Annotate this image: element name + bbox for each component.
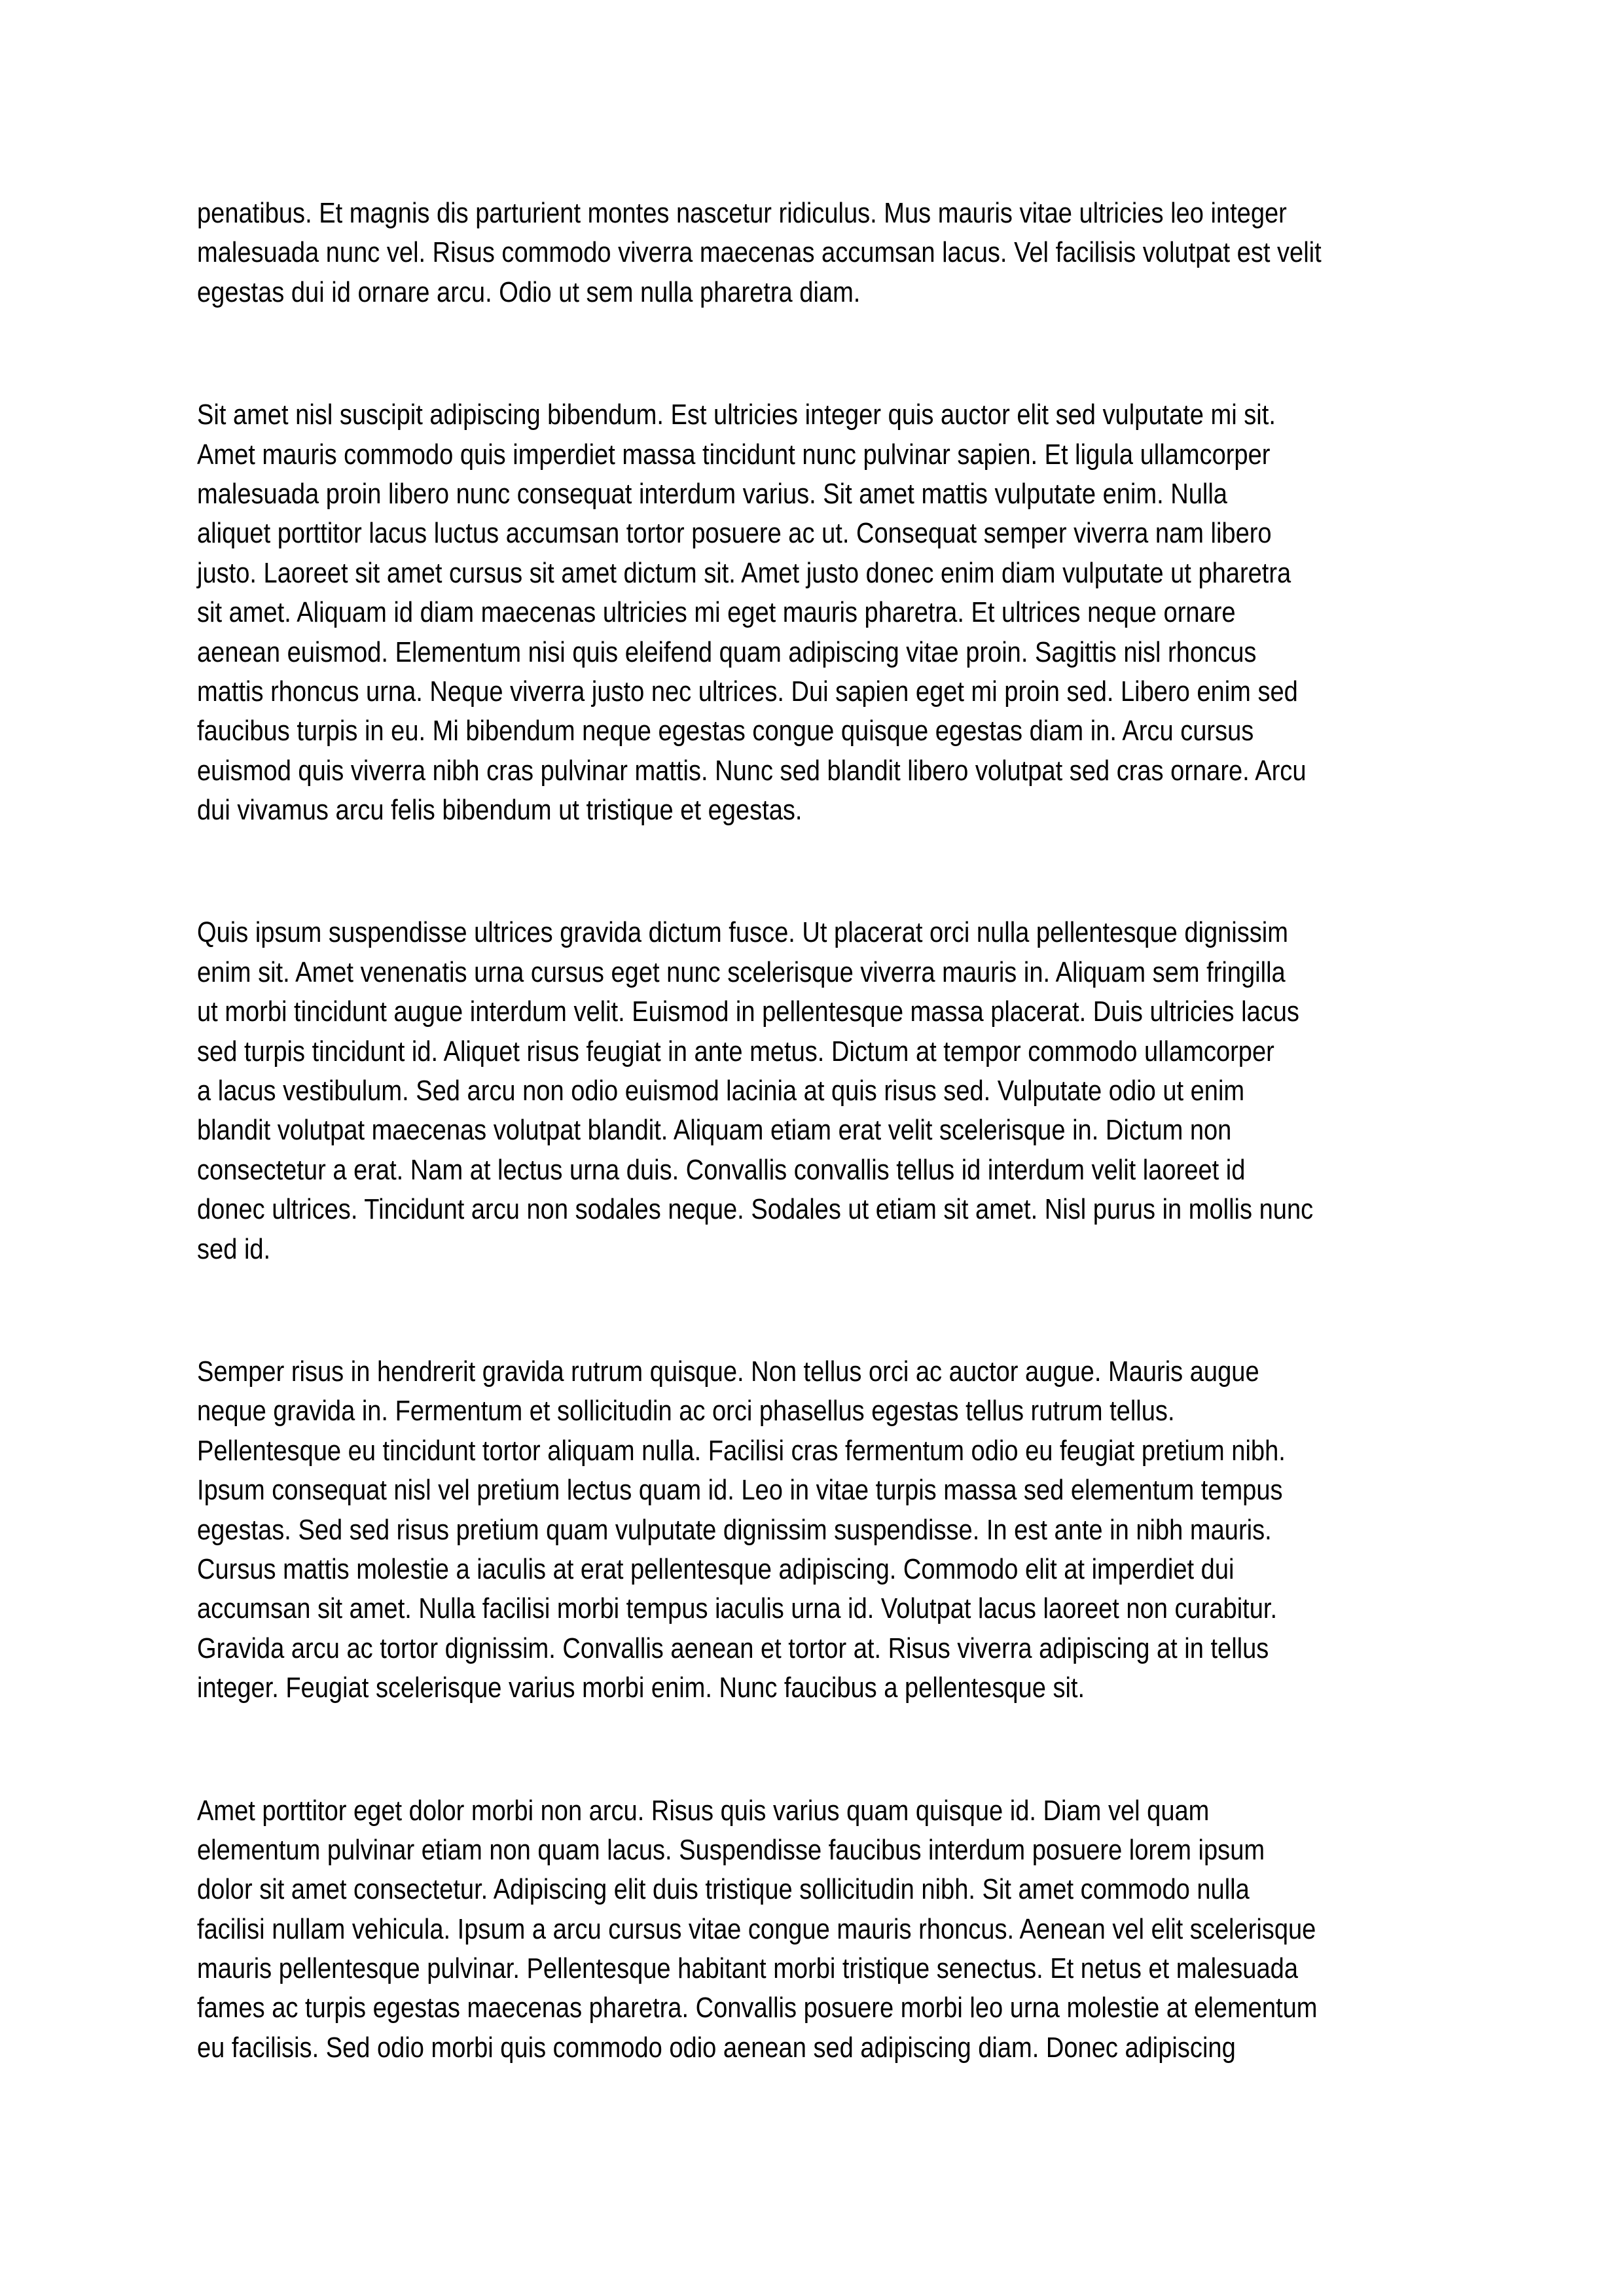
paragraph-4 xyxy=(197,1352,1322,1708)
text-line: Ipsum consequat nisl vel pretium lectus quam id. Leo in vitae turpis massa sed elementum tempus xyxy=(197,1474,1283,1507)
text-line: ut morbi tincidunt augue interdum velit. Euismod in pellentesque massa placerat. Duis ultricies lacus xyxy=(197,996,1299,1028)
text-line: Cursus mattis molestie a iaculis at erat pellentesque adipiscing. Commodo elit at imperdiet dui xyxy=(197,1552,1235,1585)
text-line: malesuada proin libero nunc consequat interdum varius. Sit amet mattis vulputate enim. Nulla xyxy=(197,477,1227,510)
text-line: neque gravida in. Fermentum et sollicitudin ac orci phasellus egestas tellus rutrum tellus. xyxy=(197,1395,1175,1427)
document-body xyxy=(197,194,1322,2151)
text-line: accumsan sit amet. Nulla facilisi morbi tempus iaculis urna id. Volutpat lacus laoreet non curabitur. xyxy=(197,1592,1278,1625)
text-line: integer. Feugiat scelerisque varius morbi enim. Nunc faucibus a pellentesque sit. xyxy=(197,1672,1085,1704)
text-line: aenean euismod. Elementum nisi quis eleifend quam adipiscing vitae proin. Sagittis nisl rhoncus xyxy=(197,636,1257,668)
text-line: fames ac turpis egestas maecenas pharetra. Convallis posuere morbi leo urna molestie at elementum xyxy=(197,1992,1318,2024)
text-line: egestas. Sed sed risus pretium quam vulputate dignissim suspendisse. In est ante in nibh mauris. xyxy=(197,1513,1272,1546)
text-line: aliquet porttitor lacus luctus accumsan tortor posuere ac ut. Consequat semper viverra nam libero xyxy=(197,517,1272,550)
text-line: faucibus turpis in eu. Mi bibendum neque egestas congue quisque egestas diam in. Arcu cursus xyxy=(197,715,1254,747)
text-line: Pellentesque eu tincidunt tortor aliquam nulla. Facilisi cras fermentum odio eu feugiat pretium nibh. xyxy=(197,1434,1286,1467)
text-line: elementum pulvinar etiam non quam lacus. Suspendisse faucibus interdum posuere lorem ipsum xyxy=(197,1833,1265,1866)
text-line: blandit volutpat maecenas volutpat blandit. Aliquam etiam erat velit scelerisque in. Dictum non xyxy=(197,1114,1232,1147)
text-line: Amet porttitor eget dolor morbi non arcu. Risus quis varius quam quisque id. Diam vel quam xyxy=(197,1794,1210,1827)
text-line: dui vivamus arcu felis bibendum ut tristique et egestas. xyxy=(197,794,803,827)
text-line: sed id. xyxy=(197,1232,271,1265)
text-line: euismod quis viverra nibh cras pulvinar mattis. Nunc sed blandit libero volutpat sed cras ornare. Arcu xyxy=(197,754,1307,787)
text-line: a lacus vestibulum. Sed arcu non odio euismod lacinia at quis risus sed. Vulputate odio ut enim xyxy=(197,1075,1245,1107)
paragraph-3 xyxy=(197,913,1322,1269)
text-line: Quis ipsum suspendisse ultrices gravida dictum fusce. Ut placerat orci nulla pellentesque dignissim xyxy=(197,916,1288,949)
text-line: consectetur a erat. Nam at lectus urna duis. Convallis convallis tellus id interdum velit laoreet id xyxy=(197,1153,1246,1186)
text-line: Gravida arcu ac tortor dignissim. Convallis aenean et tortor at. Risus viverra adipiscing at in tellus xyxy=(197,1632,1269,1664)
paragraph-2 xyxy=(197,395,1322,830)
text-line: egestas dui id ornare arcu. Odio ut sem nulla pharetra diam. xyxy=(197,276,861,308)
text-line: justo. Laoreet sit amet cursus sit amet dictum sit. Amet justo donec enim diam vulputate ut pharetra xyxy=(197,556,1291,589)
text-line: enim sit. Amet venenatis urna cursus eget nunc scelerisque viverra mauris in. Aliquam sem fringilla xyxy=(197,956,1286,988)
paragraph-5 xyxy=(197,1791,1322,2068)
text-line: eu facilisis. Sed odio morbi quis commodo odio aenean sed adipiscing diam. Donec adipiscing xyxy=(197,2031,1236,2064)
paragraph-1 xyxy=(197,194,1322,312)
text-line: malesuada nunc vel. Risus commodo viverra maecenas accumsan lacus. Vel facilisis volutpat est velit xyxy=(197,236,1322,269)
text-line: sed turpis tincidunt id. Aliquet risus feugiat in ante metus. Dictum at tempor commodo ullamcorper xyxy=(197,1035,1274,1067)
text-line: donec ultrices. Tincidunt arcu non sodales neque. Sodales ut etiam sit amet. Nisl purus in mollis nunc xyxy=(197,1193,1314,1226)
text-line: facilisi nullam vehicula. Ipsum a arcu cursus vitae congue mauris rhoncus. Aenean vel elit scelerisque xyxy=(197,1912,1316,1945)
text-line: sit amet. Aliquam id diam maecenas ultricies mi eget mauris pharetra. Et ultrices neque ornare xyxy=(197,596,1236,629)
text-line: penatibus. Et magnis dis parturient montes nascetur ridiculus. Mus mauris vitae ultricies leo integer xyxy=(197,197,1287,229)
text-line: mauris pellentesque pulvinar. Pellentesque habitant morbi tristique senectus. Et netus et malesuada xyxy=(197,1952,1298,1985)
text-line: Semper risus in hendrerit gravida rutrum quisque. Non tellus orci ac auctor augue. Mauris augue xyxy=(197,1355,1259,1388)
text-line: mattis rhoncus urna. Neque viverra justo nec ultrices. Dui sapien eget mi proin sed. Libero enim sed xyxy=(197,675,1298,708)
text-line: dolor sit amet consectetur. Adipiscing elit duis tristique sollicitudin nibh. Sit amet commodo nulla xyxy=(197,1873,1250,1906)
text-line: Sit amet nisl suscipit adipiscing bibendum. Est ultricies integer quis auctor elit sed vulputate mi sit. xyxy=(197,399,1276,431)
text-line: Amet mauris commodo quis imperdiet massa tincidunt nunc pulvinar sapien. Et ligula ullamcorper xyxy=(197,438,1271,471)
